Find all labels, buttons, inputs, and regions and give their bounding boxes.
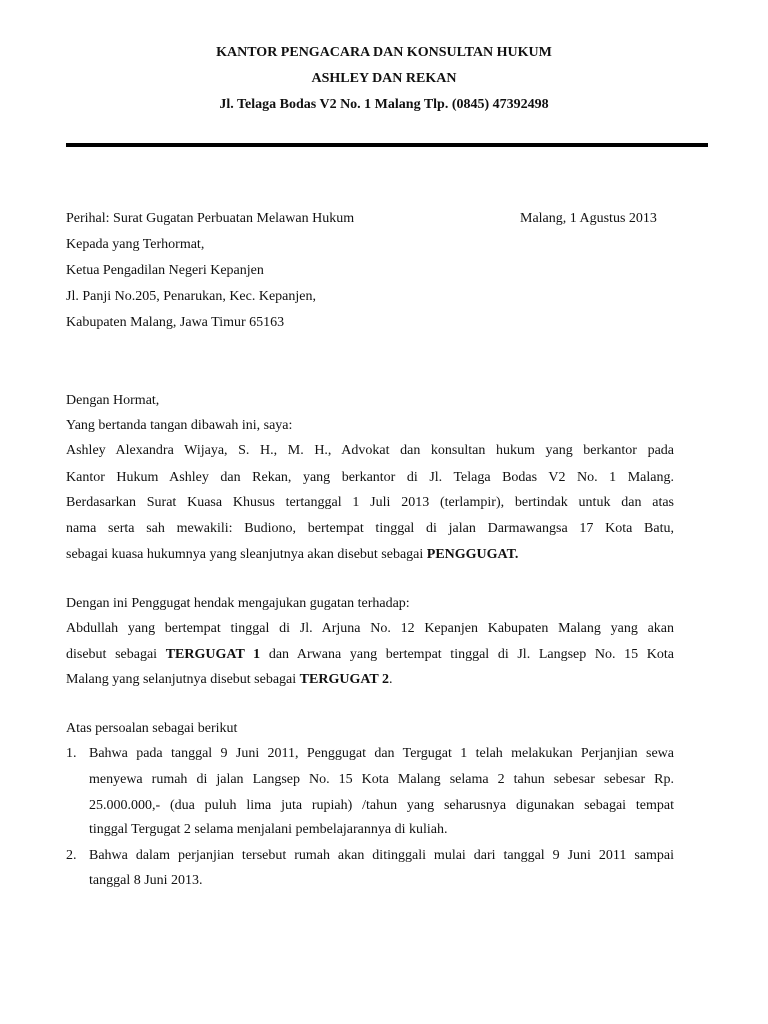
fact-2-line-1: Bahwa dalam perjanjian tersebut rumah akan ditinggali mulai dari tanggal 9 Juni 2011 sampai [89,848,674,863]
paragraph1-line-5 [66,546,518,564]
paragraph1-line-4: nama serta sah mewakili: Budiono, bertempat tinggal di jalan Darmawangsa 17 Kota Batu, [66,521,674,536]
intro-line: Yang bertanda tangan dibawah ini, saya: [66,418,293,433]
paragraph2-line-2-a: disebut sebagai [66,647,166,662]
recipient-line-2: Ketua Pengadilan Negeri Kepanjen [66,263,264,278]
letterhead-divider [66,143,708,147]
paragraph1-line-1: Ashley Alexandra Wijaya, S. H., M. H., Advokat dan konsultan hukum yang berkantor pada [66,443,674,458]
fact-1-line-2: menyewa rumah di jalan Langsep No. 15 Kota Malang selama 2 tahun sebesar sebesar Rp. [89,772,674,787]
fact-1-line-3: 25.000.000,- (dua puluh lima juta rupiah) /tahun yang seharusnya digunakan sebagai tempat [89,798,674,813]
firm-name: KANTOR PENGACARA DAN KONSULTAN HUKUM [216,45,552,60]
fact-2-line-2: tanggal 8 Juni 2013. [89,873,203,888]
recipient-line-1: Kepada yang Terhormat, [66,237,205,252]
subject-line: Perihal: Surat Gugatan Perbuatan Melawan Hukum [66,211,355,226]
paragraph2-intro: Dengan ini Penggugat hendak mengajukan gugatan terhadap: [66,596,410,611]
paragraph2-line-3 [66,671,393,689]
place-date: Malang, 1 Agustus 2013 [520,211,657,226]
paragraph1-line-3: Berdasarkan Surat Kuasa Khusus tertanggal 1 Juli 2013 (terlampir), bertindak untuk dan atas [66,495,674,510]
letterhead [0,40,768,118]
firm-partners: ASHLEY DAN REKAN [311,71,457,86]
fact-2-number: 2. [66,848,77,863]
fact-1-line-4: tinggal Tergugat 2 selama menjalani pembelajarannya di kuliah. [89,822,448,837]
paragraph2-line-3-b: . [389,672,393,687]
salutation: Dengan Hormat, [66,393,160,408]
paragraph2-line-1: Abdullah yang bertempat tinggal di Jl. Arjuna No. 12 Kepanjen Kabupaten Malang yang akan [66,621,674,636]
penggugat-term: PENGGUGAT. [426,547,519,562]
paragraph2-line-2 [66,646,674,664]
tergugat-2-term: TERGUGAT 2 [299,672,390,687]
paragraph2-line-3-a: Malang yang selanjutnya disebut sebagai [66,672,300,687]
firm-address: Jl. Telaga Bodas V2 No. 1 Malang Tlp. (0845) 47392498 [219,97,549,112]
fact-1-line-1: Bahwa pada tanggal 9 Juni 2011, Penggugat dan Tergugat 1 telah melakukan Perjanjian sewa [89,746,674,761]
paragraph1-line-5-text: sebagai kuasa hukumnya yang sleanjutnya akan disebut sebagai [66,547,427,562]
facts-intro: Atas persoalan sebagai berikut [66,721,238,736]
fact-1-number: 1. [66,746,77,761]
recipient-line-4: Kabupaten Malang, Jawa Timur 65163 [66,315,285,330]
recipient-line-3: Jl. Panji No.205, Penarukan, Kec. Kepanjen, [66,289,316,304]
paragraph1-line-2: Kantor Hukum Ashley dan Rekan, yang berkantor di Jl. Telaga Bodas V2 No. 1 Malang. [66,470,674,485]
tergugat-1-term: TERGUGAT 1 [165,647,261,662]
paragraph2-line-2-b: dan Arwana yang bertempat tinggal di Jl. Langsep No. 15 Kota [260,647,674,662]
